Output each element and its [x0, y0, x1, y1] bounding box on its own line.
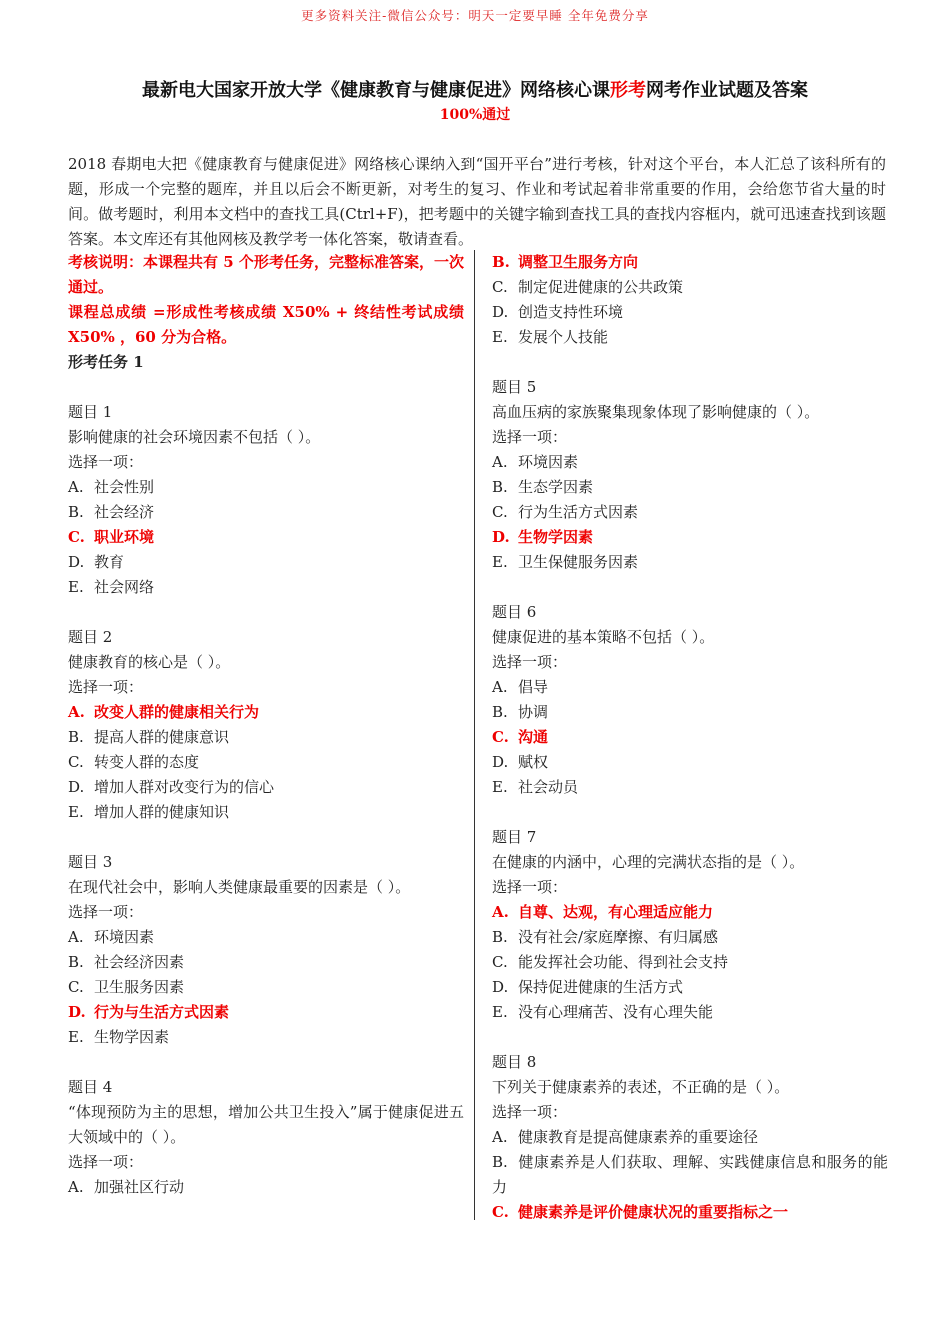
- option-d[interactable]: [492, 975, 888, 1000]
- option-key: A.: [68, 478, 84, 496]
- option-key: D.: [492, 303, 509, 321]
- option-key: E.: [492, 778, 508, 796]
- option-text: 能发挥社会功能、得到社会支持: [518, 953, 729, 971]
- left-column: [68, 250, 464, 1200]
- option-text: 环境因素: [94, 928, 155, 946]
- choose-label: 选择一项：: [68, 678, 144, 696]
- option-key: D.: [68, 1003, 86, 1021]
- option-a[interactable]: [68, 925, 464, 950]
- option-a[interactable]: [68, 1175, 464, 1200]
- option-key: A.: [492, 678, 508, 696]
- option-text: 行为与生活方式因素: [94, 1003, 230, 1021]
- question-label: 题目 5: [492, 378, 537, 396]
- option-text: 沟通: [518, 728, 549, 746]
- option-key: C.: [492, 728, 509, 746]
- option-key: C.: [492, 278, 508, 296]
- question-text: “体现预防为主的思想，增加公共卫生投入”属于健康促进五大领域中的（ ）。: [68, 1103, 464, 1146]
- exam-description: 考核说明：本课程共有 5 个形考任务，完整标准答案，一次通过。: [68, 253, 464, 296]
- question-8: [492, 1050, 888, 1225]
- option-key: C.: [492, 1203, 509, 1221]
- title-part1: 最新电大国家开放大学《健康教育与健康促进》网络核心课: [142, 80, 610, 101]
- option-key: C.: [492, 503, 508, 521]
- option-key: D.: [492, 528, 510, 546]
- question-1: [68, 400, 464, 600]
- option-text: 社会经济: [94, 503, 155, 521]
- option-text: 创造支持性环境: [518, 303, 624, 321]
- option-c-answer[interactable]: [68, 525, 464, 550]
- option-c[interactable]: [492, 500, 888, 525]
- option-text: 卫生保健服务因素: [518, 553, 639, 571]
- option-d[interactable]: [492, 300, 888, 325]
- question-2: [68, 625, 464, 825]
- option-text: 行为生活方式因素: [518, 503, 639, 521]
- choose-label: 选择一项：: [492, 1103, 568, 1121]
- option-key: A.: [68, 703, 85, 721]
- option-e[interactable]: [68, 575, 464, 600]
- choose-label: 选择一项：: [68, 903, 144, 921]
- option-text: 制定促进健康的公共政策: [518, 278, 684, 296]
- intro-paragraph: 2018 春期电大把《健康教育与健康促进》网络核心课纳入到“国开平台”进行考核，针对这个平台，本人汇总了该科所有的题，形成一个完整的题库，并且以后会不断更新，对考生的复习、作业和考试起着非常重要的作用，会给您节省大量的时间。做考题时，利用本文档中的查找工具(Ctrl+F)，把考题中的关键字输到查找工具的查找内容框内，就可迅速查找到该题答案。本文库还有其他网核及教学考一体化答案，敬请查看。: [68, 155, 886, 248]
- option-text: 健康教育是提高健康素养的重要途径: [518, 1128, 759, 1146]
- option-d[interactable]: [492, 750, 888, 775]
- choose-label: 选择一项：: [68, 453, 144, 471]
- option-key: B.: [68, 503, 84, 521]
- question-5: [492, 375, 888, 575]
- option-text: 倡导: [518, 678, 549, 696]
- option-key: E.: [492, 1003, 508, 1021]
- option-b[interactable]: [492, 475, 888, 500]
- question-label: 题目 8: [492, 1053, 537, 1071]
- option-key: B.: [68, 953, 84, 971]
- option-d[interactable]: [68, 775, 464, 800]
- option-b[interactable]: [68, 500, 464, 525]
- option-key: A.: [68, 1178, 84, 1196]
- title-highlight: 形考: [610, 80, 646, 101]
- option-text: 调整卫生服务方向: [518, 253, 639, 271]
- option-key: A.: [492, 1128, 508, 1146]
- question-text: 高血压病的家族聚集现象体现了影响健康的（ ）。: [492, 403, 820, 421]
- option-key: E.: [68, 803, 84, 821]
- option-key: C.: [492, 953, 508, 971]
- option-b-answer[interactable]: [492, 250, 888, 275]
- option-key: D.: [492, 753, 509, 771]
- option-key: B.: [492, 253, 510, 271]
- option-key: A.: [492, 903, 509, 921]
- option-text: 转变人群的态度: [94, 753, 200, 771]
- option-c[interactable]: [492, 275, 888, 300]
- question-7: [492, 825, 888, 1025]
- option-key: C.: [68, 978, 84, 996]
- right-column: [492, 250, 888, 1225]
- score-description: 课程总成绩 =形成性考核成绩 X50% + 终结性考试成绩 X50% ，60 分为合格。: [68, 303, 464, 346]
- option-a[interactable]: [492, 1125, 888, 1150]
- option-b[interactable]: [492, 925, 888, 950]
- option-key: A.: [68, 928, 84, 946]
- option-text: 协调: [518, 703, 549, 721]
- option-text: 自尊、达观，有心理适应能力: [518, 903, 714, 921]
- option-e[interactable]: [68, 1025, 464, 1050]
- question-label: 题目 1: [68, 403, 113, 421]
- question-label: 题目 2: [68, 628, 113, 646]
- option-e[interactable]: [492, 550, 888, 575]
- document-subtitle: 100%通过: [439, 107, 511, 123]
- option-key: C.: [68, 753, 84, 771]
- option-a[interactable]: [492, 675, 888, 700]
- option-text: 卫生服务因素: [94, 978, 185, 996]
- option-text: 提高人群的健康意识: [94, 728, 230, 746]
- title-part3: 网考作业试题及答案: [646, 80, 808, 101]
- option-key: D.: [492, 978, 509, 996]
- option-key: E.: [68, 1028, 84, 1046]
- choose-label: 选择一项：: [68, 1153, 144, 1171]
- option-key: B.: [492, 703, 508, 721]
- option-c-answer[interactable]: [492, 725, 888, 750]
- task-title: 形考任务 1: [68, 353, 144, 371]
- question-text: 在现代社会中，影响人类健康最重要的因素是（ ）。: [68, 878, 411, 896]
- option-d[interactable]: [68, 550, 464, 575]
- question-4: [68, 1075, 464, 1200]
- option-key: A.: [492, 453, 508, 471]
- question-text: 下列关于健康素养的表述，不正确的是（ ）。: [492, 1078, 790, 1096]
- question-label: 题目 6: [492, 603, 537, 621]
- option-key: B.: [68, 728, 84, 746]
- choose-label: 选择一项：: [492, 653, 568, 671]
- question-text: 影响健康的社会环境因素不包括（ ）。: [68, 428, 321, 446]
- option-e[interactable]: [492, 325, 888, 350]
- option-c-answer[interactable]: [492, 1200, 888, 1225]
- option-text: 增加人群对改变行为的信心: [94, 778, 275, 796]
- option-b[interactable]: [492, 1150, 888, 1200]
- option-key: B.: [492, 928, 508, 946]
- option-e[interactable]: [492, 775, 888, 800]
- option-text: 保持促进健康的生活方式: [518, 978, 684, 996]
- option-text: 社会性别: [94, 478, 155, 496]
- question-text: 在健康的内涵中，心理的完满状态指的是（ ）。: [492, 853, 805, 871]
- option-text: 改变人群的健康相关行为: [94, 703, 260, 721]
- option-b[interactable]: [68, 950, 464, 975]
- question-label: 题目 3: [68, 853, 113, 871]
- option-e[interactable]: [492, 1000, 888, 1025]
- option-text: 社会网络: [94, 578, 155, 596]
- header-note: 更多资料关注-微信公众号：明天一定要早睡 全年免费分享: [301, 8, 649, 23]
- option-text: 环境因素: [518, 453, 579, 471]
- choose-label: 选择一项：: [492, 428, 568, 446]
- option-key: D.: [68, 778, 85, 796]
- option-text: 健康素养是评价健康状况的重要指标之一: [518, 1203, 789, 1221]
- option-key: E.: [68, 578, 84, 596]
- option-d-answer[interactable]: [68, 1000, 464, 1025]
- option-text: 加强社区行动: [94, 1178, 185, 1196]
- option-c[interactable]: [68, 750, 464, 775]
- question-6: [492, 600, 888, 800]
- option-text: 社会经济因素: [94, 953, 185, 971]
- column-divider: [474, 250, 475, 1220]
- option-text: 没有社会/家庭摩擦、有归属感: [518, 928, 719, 946]
- option-text: 社会动员: [518, 778, 579, 796]
- question-text: 健康促进的基本策略不包括（ ）。: [492, 628, 715, 646]
- option-text: 生物学因素: [518, 528, 594, 546]
- option-key: B.: [492, 478, 508, 496]
- option-a-answer[interactable]: [492, 900, 888, 925]
- option-b[interactable]: [492, 700, 888, 725]
- option-text: 健康素养是人们获取、理解、实践健康信息和服务的能力: [492, 1153, 888, 1196]
- option-key: C.: [68, 528, 85, 546]
- option-text: 生态学因素: [518, 478, 594, 496]
- option-c[interactable]: [68, 975, 464, 1000]
- option-c[interactable]: [492, 950, 888, 975]
- question-4-continued: [492, 250, 888, 350]
- option-text: 生物学因素: [94, 1028, 170, 1046]
- option-a-answer[interactable]: [68, 700, 464, 725]
- option-text: 职业环境: [94, 528, 155, 546]
- option-text: 赋权: [518, 753, 549, 771]
- option-text: 教育: [94, 553, 125, 571]
- option-text: 没有心理痛苦、没有心理失能: [518, 1003, 714, 1021]
- question-label: 题目 7: [492, 828, 537, 846]
- choose-label: 选择一项：: [492, 878, 568, 896]
- option-key: D.: [68, 553, 85, 571]
- question-text: 健康教育的核心是（ ）。: [68, 653, 231, 671]
- option-text: 发展个人技能: [518, 328, 609, 346]
- option-key: E.: [492, 328, 508, 346]
- option-a[interactable]: [68, 475, 464, 500]
- option-e[interactable]: [68, 800, 464, 825]
- option-key: B.: [492, 1153, 508, 1171]
- option-text: 增加人群的健康知识: [94, 803, 230, 821]
- option-b[interactable]: [68, 725, 464, 750]
- option-a[interactable]: [492, 450, 888, 475]
- question-label: 题目 4: [68, 1078, 113, 1096]
- question-3: [68, 850, 464, 1050]
- document-title: [0, 76, 950, 102]
- option-d-answer[interactable]: [492, 525, 888, 550]
- option-key: E.: [492, 553, 508, 571]
